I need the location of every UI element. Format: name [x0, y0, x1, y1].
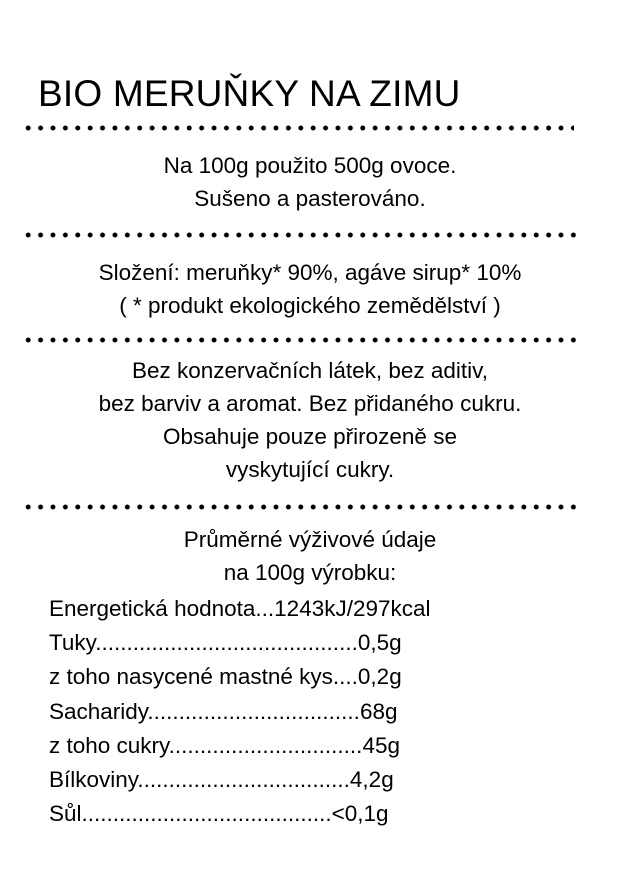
info-line: Na 100g použito 500g ovoce.	[163, 153, 457, 178]
nutrient-label: Energetická hodnota	[49, 596, 256, 621]
nutrition-row-fat	[49, 626, 431, 660]
nutrient-value: 1243kJ/297kcal	[274, 596, 431, 621]
nutrient-label: Sacharidy	[49, 698, 148, 724]
claims-line: Bez konzervačních látek, bez aditiv,	[131, 358, 488, 383]
dotted-divider	[22, 337, 578, 343]
dot-leader: ...	[255, 596, 275, 621]
dotted-divider	[22, 504, 578, 510]
nutrition-table	[49, 592, 431, 831]
nutrition-row-saturated-fat	[49, 660, 431, 694]
nutrient-value: 45g	[362, 732, 400, 758]
nutrient-label: z toho nasycené mastné kys	[49, 664, 333, 690]
composition-line: ( * produkt ekologického zemědělství )	[119, 293, 501, 318]
claims-line: Obsahuje pouze přirozeně se	[163, 424, 457, 449]
nutrition-heading-line: Průměrné výživové údaje	[183, 527, 437, 552]
product-title: BIO MERUŇKY NA ZIMU	[38, 73, 461, 114]
nutrition-row-carbohydrates	[49, 695, 431, 729]
nutrition-heading	[0, 523, 620, 589]
nutrition-heading-line: na 100g výrobku:	[223, 560, 397, 585]
nutrient-label: z toho cukry	[49, 732, 169, 758]
nutrient-label: Tuky	[49, 630, 96, 656]
claims-line: bez barviv a aromat. Bez přidaného cukru.	[98, 391, 522, 416]
nutrition-row-energy	[49, 592, 431, 626]
dot-leader: ..........................................	[95, 630, 358, 656]
nutrient-value: 4,2g	[349, 767, 394, 793]
nutrient-label: Sůl	[49, 801, 82, 827]
nutrient-value: <0,1g	[331, 801, 389, 827]
dot-leader: ....	[332, 664, 358, 690]
dot-leader: ..................................	[137, 767, 350, 793]
claims-line: vyskytující cukry.	[225, 457, 395, 482]
nutrient-value: 0,5g	[357, 630, 402, 656]
nutrient-label: Bílkoviny	[49, 767, 138, 793]
composition-section	[0, 256, 620, 322]
info-line: Sušeno a pasterováno.	[194, 186, 426, 211]
dotted-divider	[22, 125, 574, 131]
info-section	[0, 149, 620, 215]
dot-leader: ...............................	[168, 732, 363, 758]
nutrition-row-sugars	[49, 729, 431, 763]
dot-leader: ........................................	[81, 801, 332, 827]
dot-leader: ..................................	[147, 698, 360, 724]
nutrition-row-protein	[49, 763, 431, 797]
claims-section	[0, 354, 620, 486]
composition-line: Složení: meruňky* 90%, agáve sirup* 10%	[98, 260, 522, 285]
dotted-divider	[22, 232, 578, 238]
nutrient-value: 68g	[359, 698, 398, 724]
nutrient-value: 0,2g	[357, 664, 402, 690]
nutrition-row-salt	[49, 797, 431, 831]
